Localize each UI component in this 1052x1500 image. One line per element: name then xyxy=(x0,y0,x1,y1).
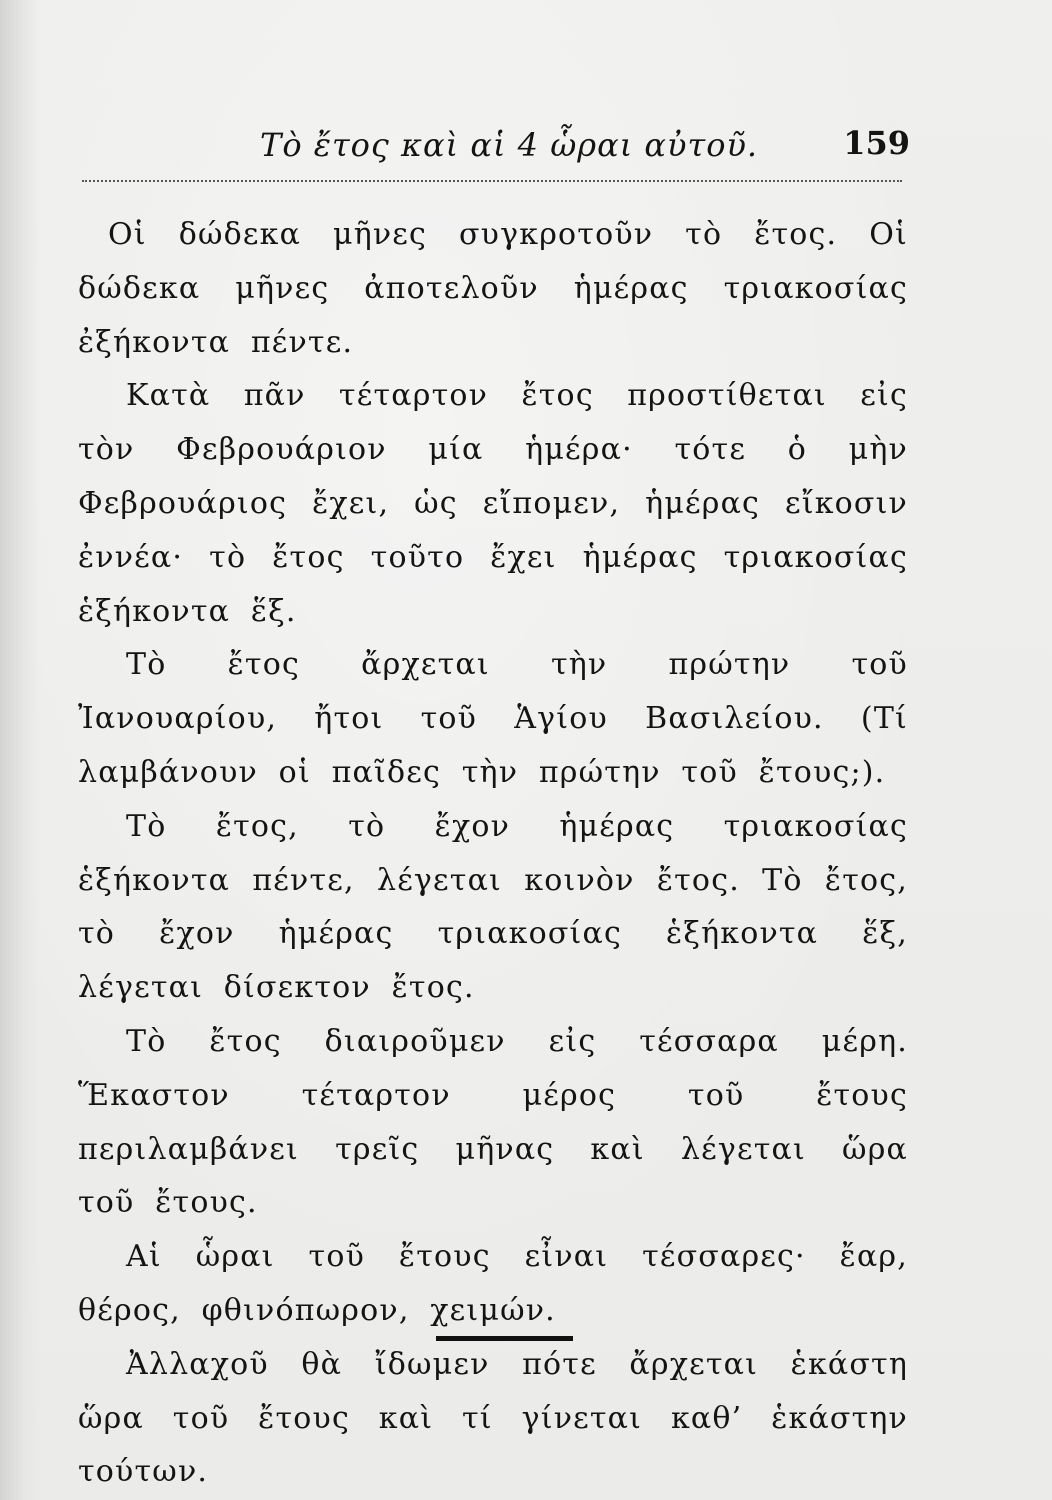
running-title: Τὸ ἔτος καὶ αἱ 4 ὧραι αὐτοῦ. xyxy=(260,126,759,164)
paragraph-four-seasons: Αἱ ὧραι τοῦ ἔτους εἶναι τέσσαρες· ἔαρ, θέρος, φθινόπωρον, χειμών. xyxy=(78,1239,908,1328)
page-header xyxy=(80,118,910,168)
end-of-section-rule xyxy=(436,1336,573,1341)
paragraph-year-start: Τὸ ἔτος ἄρχεται τὴν πρώτην τοῦ Ἰανουαρίου, ἤτοι τοῦ Ἁγίου Βασιλείου. (Τί λαμβάνουν οἱ παῖδες τὴν πρώτην τοῦ ἔτους;). xyxy=(78,647,908,790)
header-dotted-rule xyxy=(82,180,902,182)
paragraph-seasons-division: Τὸ ἔτος διαιροῦμεν εἰς τέσσαρα μέρη. Ἕκαστον τέταρτον μέρος τοῦ ἔτους περιλαμβάνει τρεῖς μῆνας καὶ λέγεται ὥρα τοῦ ἔτους. xyxy=(78,1023,908,1221)
paragraph-common-leap-year: Τὸ ἔτος, τὸ ἔχον ἡμέρας τριακοσίας ἑξήκοντα πέντε, λέγεται κοινὸν ἔτος. Τὸ ἔτος, τὸ ἔχον ἡμέρας τριακοσίας ἑξήκοντα ἕξ, λέγεται δίσεκτον ἔτος. xyxy=(78,808,908,1006)
body-text xyxy=(78,208,908,1499)
paragraph-closing: Ἀλλαχοῦ θὰ ἴδωμεν πότε ἄρχεται ἑκάστη ὥρα τοῦ ἔτους καὶ τί γίνεται καθ’ ἑκάστην τούτων. xyxy=(78,1346,908,1490)
paragraph-leap-day: Κατὰ πᾶν τέταρτον ἔτος προστίθεται εἰς τὸν Φεβρουάριον μία ἡμέρα· τότε ὁ μὴν Φεβρουάριος ἔχει, ὡς εἴπομεν, ἡμέρας εἴκοσιν ἐννέα· τὸ ἔτος τοῦτο ἔχει ἡμέρας τριακοσίας ἑξήκοντα ἕξ. xyxy=(78,378,908,629)
paragraph-months: Οἱ δώδεκα μῆνες συγκροτοῦν τὸ ἔτος. Οἱ δώδεκα μῆνες ἀποτελοῦν ἡμέρας τριακοσίας ἐξήκοντα πέντε. xyxy=(78,217,908,360)
page-gutter-shadow xyxy=(0,0,40,1500)
page-number: 159 xyxy=(843,124,910,162)
